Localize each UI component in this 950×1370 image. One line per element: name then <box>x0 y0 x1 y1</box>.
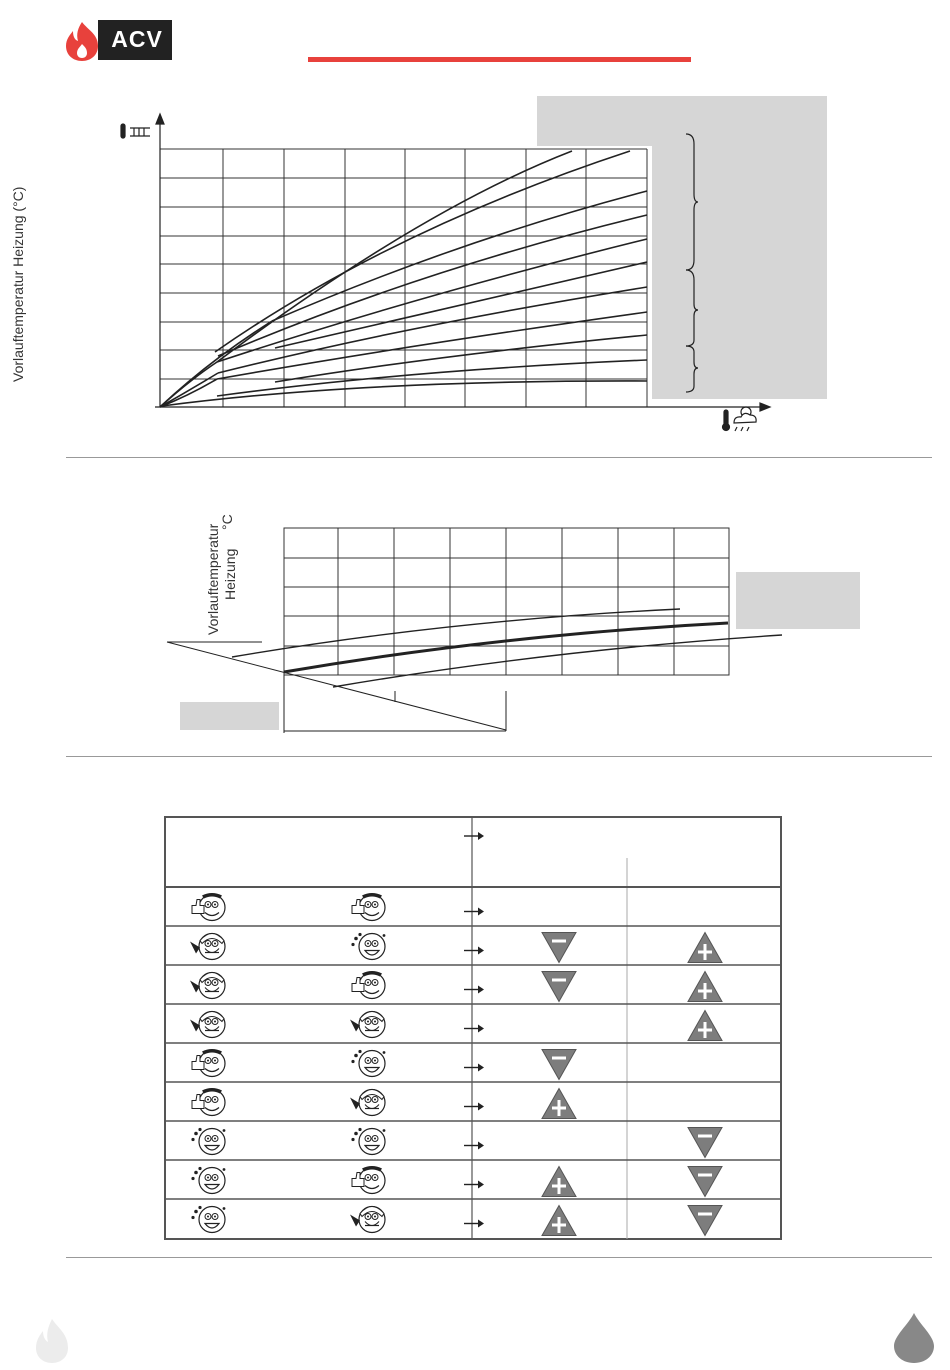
cold-face-icon <box>190 934 225 960</box>
increase-icon <box>688 1011 722 1041</box>
chart2-y-axis-label: Vorlauftemperatur <box>205 523 221 635</box>
table-row <box>192 893 484 921</box>
thumbs-up-face-icon <box>352 971 385 999</box>
arrow-icon <box>464 1103 484 1111</box>
arrow-icon <box>464 1181 484 1189</box>
hot-face-icon <box>191 1128 225 1155</box>
increase-icon <box>542 1089 576 1119</box>
chart2-label-box-right <box>736 572 860 629</box>
section-divider <box>66 756 932 757</box>
thumbs-up-face-icon <box>192 1088 225 1116</box>
decrease-icon <box>688 1206 722 1236</box>
arrow-icon <box>464 986 484 994</box>
arrow-icon <box>464 947 484 955</box>
flame-icon <box>34 1318 70 1364</box>
logo-text: ACV <box>111 26 163 52</box>
cold-face-icon <box>350 1090 385 1116</box>
heating-curve-chart <box>60 90 860 440</box>
increase-icon <box>688 933 722 963</box>
heating-curves <box>160 151 647 407</box>
arrow-icon <box>464 832 484 840</box>
hot-face-icon <box>351 1128 385 1155</box>
decrease-icon <box>542 933 576 963</box>
water-drop-icon <box>893 1312 935 1364</box>
decrease-icon <box>542 1050 576 1080</box>
header-accent-bar <box>308 57 691 62</box>
arrow-icon <box>464 1220 484 1228</box>
arrow-icon <box>464 1064 484 1072</box>
table-row <box>165 965 781 1002</box>
hot-face-icon <box>191 1167 225 1194</box>
table-row <box>165 1082 781 1119</box>
cold-face-icon <box>190 1012 225 1038</box>
arrow-icon <box>464 1025 484 1033</box>
parallel-shift-chart <box>150 505 890 745</box>
radiator-thermometer-icon <box>121 124 150 138</box>
hot-face-icon <box>351 933 385 960</box>
arrow-icon <box>464 908 484 916</box>
cold-face-icon <box>190 973 225 999</box>
thumbs-up-face-icon <box>192 893 225 921</box>
decrease-icon <box>688 1167 722 1197</box>
increase-icon <box>542 1167 576 1197</box>
table-row <box>165 1043 781 1080</box>
comfort-adjustment-table <box>164 816 782 1240</box>
table-row <box>165 1004 781 1041</box>
chart2-label-box-left <box>180 702 279 730</box>
section-divider <box>66 1257 932 1258</box>
arrow-icon <box>464 1142 484 1150</box>
chart2-grid <box>284 528 729 675</box>
table-row <box>165 1199 781 1236</box>
thumbs-up-face-icon <box>352 1166 385 1194</box>
increase-icon <box>542 1206 576 1236</box>
table-row <box>165 1121 781 1158</box>
table-row <box>165 926 781 963</box>
hot-face-icon <box>191 1206 225 1233</box>
chart1-y-axis-label: Vorlauftemperatur Heizung (°C) <box>10 186 26 382</box>
thumbs-up-face-icon <box>192 1049 225 1077</box>
chart2-y-axis-unit: °C <box>219 514 235 530</box>
hot-face-icon <box>351 1050 385 1077</box>
chart2-y-axis-label-2: Heizung <box>222 548 238 600</box>
thumbs-up-face-icon <box>352 893 385 921</box>
outdoor-thermometer-icon <box>723 407 757 431</box>
increase-icon <box>688 972 722 1002</box>
decrease-icon <box>688 1128 722 1158</box>
legend-panel <box>537 96 827 399</box>
section-divider <box>66 457 932 458</box>
table-row <box>165 1160 781 1197</box>
decrease-icon <box>542 972 576 1002</box>
chart1-grid <box>160 149 647 407</box>
cold-face-icon <box>350 1012 385 1038</box>
cold-face-icon <box>350 1207 385 1233</box>
